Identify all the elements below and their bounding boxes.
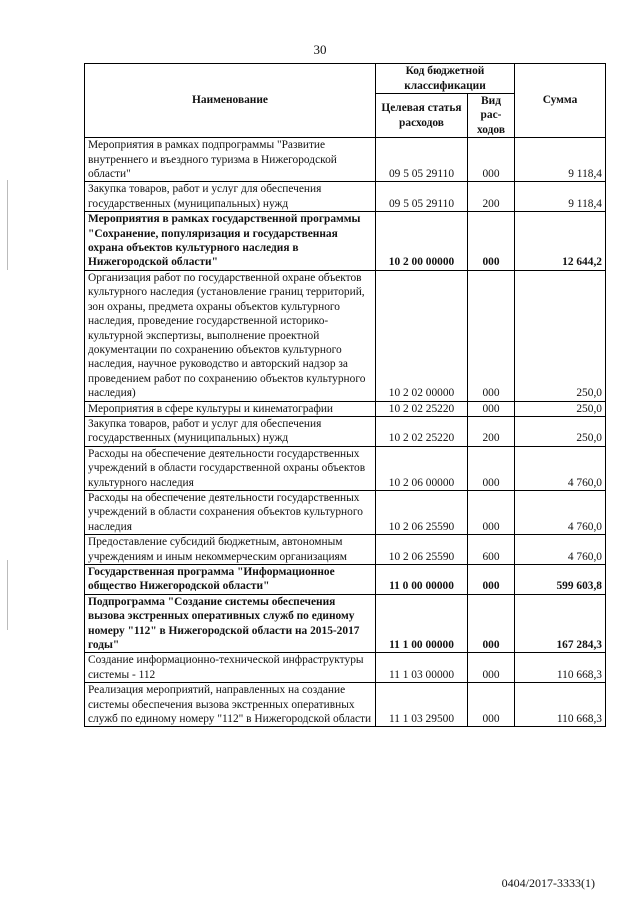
table-row xyxy=(85,490,606,534)
row-expense-type: 000 xyxy=(468,565,515,595)
row-target-article: 10 2 00 00000 xyxy=(376,212,468,271)
row-sum: 4 760,0 xyxy=(515,446,606,490)
row-target-article: 09 5 05 29110 xyxy=(376,138,468,182)
table-row xyxy=(85,565,606,595)
row-expense-type: 000 xyxy=(468,270,515,401)
row-sum: 110 668,3 xyxy=(515,653,606,683)
row-sum: 9 118,4 xyxy=(515,182,606,212)
table-row xyxy=(85,653,606,683)
table-row xyxy=(85,535,606,565)
row-name: Мероприятия в сфере культуры и кинематографии xyxy=(85,401,376,416)
row-target-article: 10 2 06 00000 xyxy=(376,446,468,490)
row-expense-type: 000 xyxy=(468,401,515,416)
row-target-article: 11 1 03 29500 xyxy=(376,683,468,727)
row-target-article: 10 2 06 25590 xyxy=(376,490,468,534)
row-target-article: 11 0 00 00000 xyxy=(376,565,468,595)
row-name: Закупка товаров, работ и услуг для обеспечения государственных (муниципальных) нужд xyxy=(85,182,376,212)
row-sum: 9 118,4 xyxy=(515,138,606,182)
page-number: 30 xyxy=(313,42,327,57)
row-sum: 250,0 xyxy=(515,401,606,416)
header-expense-type: Вид рас-ходов xyxy=(468,94,515,138)
row-expense-type: 000 xyxy=(468,446,515,490)
row-expense-type: 000 xyxy=(468,490,515,534)
row-target-article: 10 2 02 00000 xyxy=(376,270,468,401)
row-name: Мероприятия в рамках государственной программы "Сохранение, популяризация и государственная охрана объектов культурного наследия в Нижегородской области" xyxy=(85,212,376,271)
header-code-group: Код бюджетной классификации xyxy=(376,64,515,94)
row-target-article: 10 2 02 25220 xyxy=(376,416,468,446)
row-expense-type: 000 xyxy=(468,653,515,683)
row-sum: 250,0 xyxy=(515,416,606,446)
row-expense-type: 200 xyxy=(468,416,515,446)
row-expense-type: 000 xyxy=(468,683,515,727)
table-row xyxy=(85,594,606,653)
row-expense-type: 200 xyxy=(468,182,515,212)
row-name: Реализация мероприятий, направленных на создание системы обеспечения вызова экстренных оперативных служб по единому номеру "112" в Нижегородской области xyxy=(85,683,376,727)
table-row xyxy=(85,401,606,416)
budget-table xyxy=(84,63,606,727)
table-row xyxy=(85,212,606,271)
row-target-article: 11 1 00 00000 xyxy=(376,594,468,653)
row-sum: 250,0 xyxy=(515,270,606,401)
row-target-article: 11 1 03 00000 xyxy=(376,653,468,683)
row-name: Государственная программа "Информационное общество Нижегородской области" xyxy=(85,565,376,595)
row-sum: 599 603,8 xyxy=(515,565,606,595)
row-name: Создание информационно-технической инфраструктуры системы - 112 xyxy=(85,653,376,683)
row-name: Расходы на обеспечение деятельности государственных учреждений в области сохранения объектов культурного наследия xyxy=(85,490,376,534)
row-sum: 4 760,0 xyxy=(515,490,606,534)
row-sum: 12 644,2 xyxy=(515,212,606,271)
row-sum: 110 668,3 xyxy=(515,683,606,727)
row-name: Организация работ по государственной охране объектов культурного наследия (установление границ территорий, зон охраны, предмета охраны объектов культурного наследия, проведение государственной историко-культурной экспертизы, выполнение проектной документации по сохранению объектов культурного наследия, научное руководство и авторский надзор за проведением работ по сохранению объектов культурного наследия) xyxy=(85,270,376,401)
row-expense-type: 000 xyxy=(468,594,515,653)
row-target-article: 09 5 05 29110 xyxy=(376,182,468,212)
row-target-article: 10 2 06 25590 xyxy=(376,535,468,565)
scan-edge-mark xyxy=(7,180,8,270)
row-name: Закупка товаров, работ и услуг для обеспечения государственных (муниципальных) нужд xyxy=(85,416,376,446)
table-row xyxy=(85,446,606,490)
row-target-article: 10 2 02 25220 xyxy=(376,401,468,416)
table-row xyxy=(85,416,606,446)
table-header-row xyxy=(85,64,606,94)
header-target-article: Целевая статья расходов xyxy=(376,94,468,138)
table-row xyxy=(85,683,606,727)
scan-edge-mark xyxy=(7,560,8,630)
header-sum: Сумма xyxy=(515,64,606,138)
table-row xyxy=(85,138,606,182)
row-name: Расходы на обеспечение деятельности государственных учреждений в области государственной охраны объектов культурного наследия xyxy=(85,446,376,490)
row-expense-type: 600 xyxy=(468,535,515,565)
row-sum: 167 284,3 xyxy=(515,594,606,653)
row-sum: 4 760,0 xyxy=(515,535,606,565)
document-id: 0404/2017-3333(1) xyxy=(501,876,595,890)
row-name: Подпрограмма "Создание системы обеспечения вызова экстренных оперативных служб по единому номеру "112" в Нижегородской области на 2015-2017 годы" xyxy=(85,594,376,653)
row-expense-type: 000 xyxy=(468,138,515,182)
table-body xyxy=(85,138,606,727)
row-name: Мероприятия в рамках подпрограммы "Развитие внутреннего и въездного туризма в Нижегородской области" xyxy=(85,138,376,182)
header-name: Наименование xyxy=(85,64,376,138)
table-row xyxy=(85,182,606,212)
row-name: Предоставление субсидий бюджетным, автономным учреждениям и иным некоммерческим организациям xyxy=(85,535,376,565)
row-expense-type: 000 xyxy=(468,212,515,271)
table-row xyxy=(85,270,606,401)
